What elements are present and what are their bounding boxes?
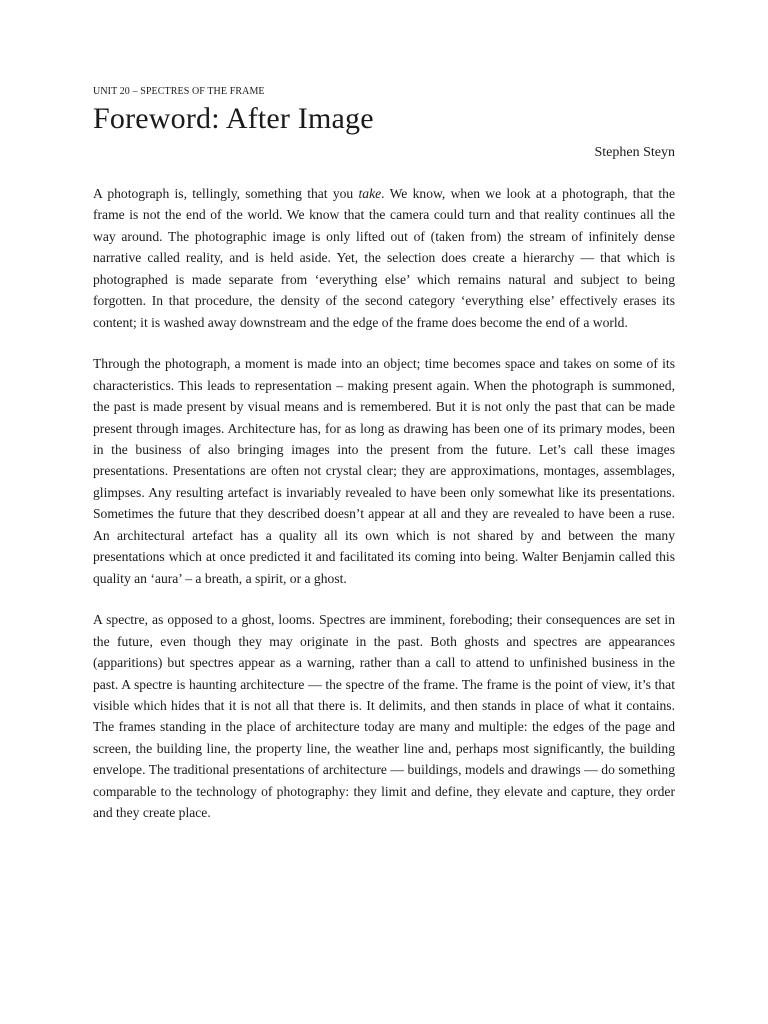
- emphasis-take: take: [358, 186, 382, 201]
- paragraph-1-text-start: A photograph is, tellingly, something that you: [93, 186, 359, 201]
- paragraph-1-text-end: . We know, when we look at a photograph, that the frame is not the end of the world. We know that the camera could turn and that reality continues all the way around. The photographic image is only lifted out of (taken from) the stream of infinitely dense narrative called reality, and is held aside. Yet, the selection does create a hierarchy — that which is photographed is made separate from ‘everything else’ which remains natural and subject to being forgotten. In that procedure, the density of the second category ‘everything else’ effectively erases its content; it is washed away downstream and the edge of the frame does become the end of a world.: [93, 186, 675, 330]
- page-title: Foreword: After Image: [93, 102, 374, 135]
- paragraph-3: A spectre, as opposed to a ghost, looms. Spectres are imminent, foreboding; their consequences are set in the future, even though they may originate in the past. Both ghosts and spectres are appearances (apparitions) but spectres appear as a warning, rather than a call to attend to unfinished business in the past. A spectre is haunting architecture — the spectre of the frame. The frame is the point of view, it’s that visible which hides that it is not all that there is. It delimits, and then stands in place of what it contains. The frames standing in the place of architecture today are many and multiple: the edges of the page and screen, the building line, the property line, the weather line and, perhaps most significantly, the building envelope. The traditional presentations of architecture — buildings, models and drawings — do something comparable to the technology of photography: they limit and define, they elevate and capture, they order and they create place.: [93, 612, 675, 821]
- author-name: Stephen Steyn: [594, 145, 675, 160]
- unit-label: UNIT 20 – SPECTRES OF THE FRAME: [93, 86, 265, 97]
- document-page: [93, 0, 675, 1024]
- paragraph-1: [93, 183, 675, 333]
- paragraph-2: Through the photograph, a moment is made into an object; time becomes space and takes on some of its characteristics. This leads to representation – making present again. When the photograph is summoned, the past is made present by visual means and is remembered. But it is not only the past that can be made present through images. Architecture has, for as long as drawing has been one of its primary modes, been in the business of also bringing images into the present from the future. Let’s call these images presentations. Presentations are often not crystal clear; they are approximations, montages, assemblages, glimpses. Any resulting artefact is invariably revealed to have been only somewhat like its presentations. Sometimes the future that they described doesn’t appear at all and they are revealed to have been a ruse. An architectural artefact has a quality all its own which is not shared by and between the many presentations which at once predicted it and facilitated its coming into being. Walter Benjamin called this quality an ‘aura’ – a breath, a spirit, or a ghost.: [93, 356, 675, 586]
- article-body: [93, 183, 675, 844]
